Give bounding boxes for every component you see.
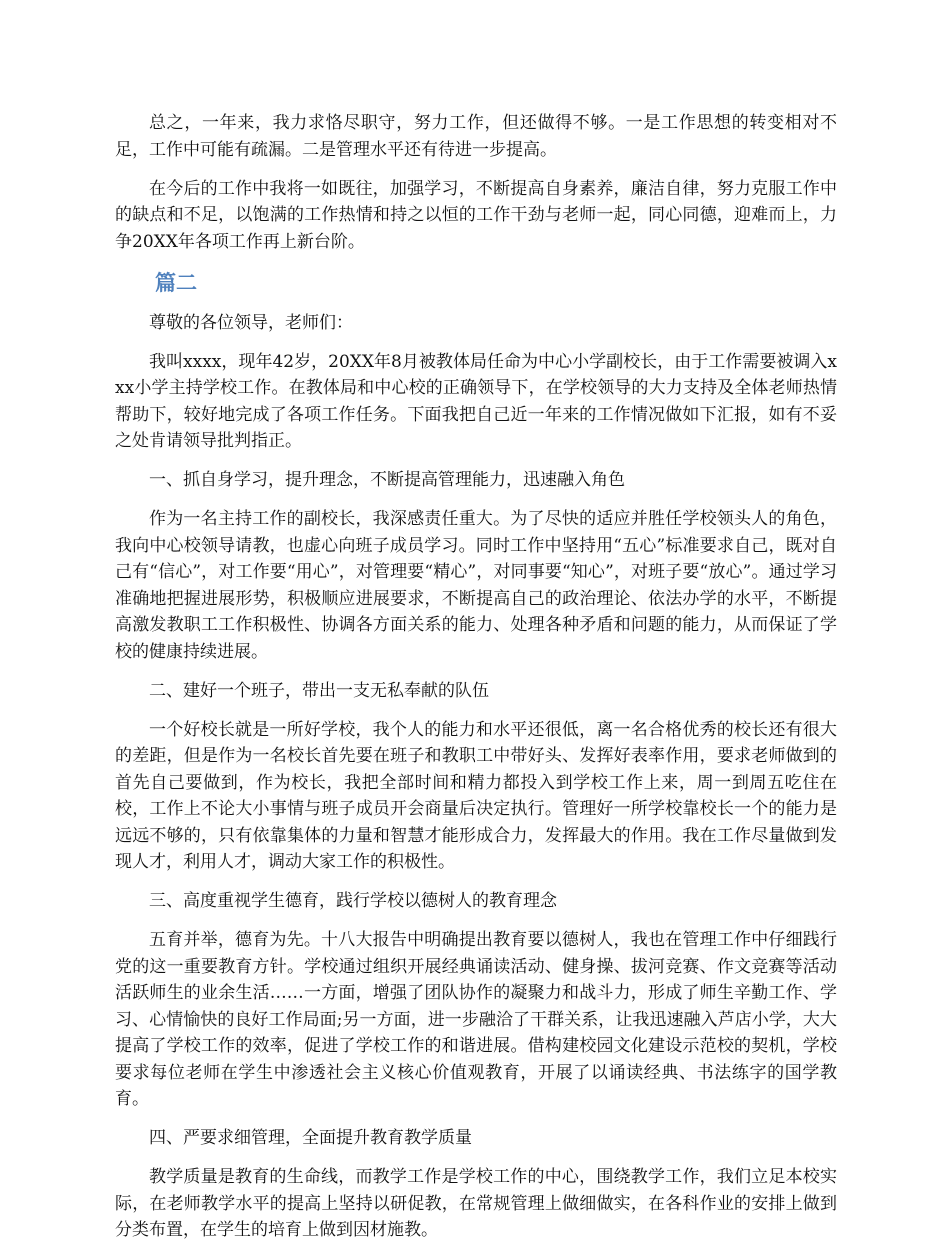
paragraph-moral-education: 五育并举，德育为先。十八大报告中明确提出教育要以德树人，我也在管理工作中仔细践行党的这一重要教育方针。学校通过组织开展经典诵读活动、健身操、拔河竞赛、作文竞赛等活动活跃师生的业余生活……一方面，增强了团队协作的凝聚力和战斗力，形成了师生辛勤工作、学习、心情愉快的良好工作局面;另一方面，进一步融洽了干群关系，让我迅速融入芦店小学，大大提高了学校工作的效率，促进了学校工作的和谐进展。借构建校园文化建设示范校的契机，学校要求每位老师在学生中渗透社会主义核心价值观教育，开展了以诵读经典、书法练字的国学教育。 (115, 930, 837, 1109)
subheading-two: 二、建好一个班子，带出一支无私奉献的队伍 (149, 680, 489, 701)
paragraph-introduction: 我叫xxxx，现年42岁，20XX年8月被教体局任命为中心小学副校长，由于工作需要被调入xxx小学主持学校工作。在教体局和中心校的正确领导下，在学校领导的大力支持及全体老师热情帮助下，较好地完成了各项工作任务。下面我把自己近一年来的工作情况做如下汇报，如有不妥之处肯请领导批判指正。 (115, 351, 837, 451)
paragraph-summary: 总之，一年来，我力求恪尽职守，努力工作，但还做得不够。一是工作思想的转变相对不足，工作中可能有疏漏。二是管理水平还有待进一步提高。 (115, 113, 837, 160)
subheading-one: 一、抓自身学习，提升理念，不断提高管理能力，迅速融入角色 (149, 470, 625, 490)
subheading-three: 三、高度重视学生德育，践行学校以德树人的教育理念 (149, 891, 557, 911)
paragraph-salutation: 尊敬的各位领导，老师们： (149, 312, 353, 333)
paragraph-teaching-quality: 教学质量是教育的生命线，而教学工作是学校工作的中心，围绕教学工作，我们立足本校实际，在老师教学水平的提高上坚持以研促教，在常规管理上做细做实，在各科作业的安排上做到分类布置，在学生的培育上做到因材施教。 (115, 1167, 837, 1240)
paragraph-team-building: 一个好校长就是一所好学校，我个人的能力和水平还很低，离一名合格优秀的校长还有很大的差距，但是作为一名校长首先要在班子和教职工中带好头、发挥好表率作用，要求老师做到的首先自己要做到，作为校长，我把全部时间和精力都投入到学校工作上来，周一到周五吃住在校，工作上不论大小事情与班子成员开会商量后决定执行。管理好一所学校靠校长一个的能力是远远不够的，只有依靠集体的力量和智慧才能形成合力，发挥最大的作用。我在工作尽量做到发现人才，利用人才，调动大家工作的积极性。 (115, 719, 837, 872)
paragraph-future-plan: 在今后的工作中我将一如既往，加强学习，不断提高自身素养，廉洁自律，努力克服工作中的缺点和不足，以饱满的工作热情和持之以恒的工作干劲与老师一起，同心同德，迎难而上，力争20XX年各项工作再上新台阶。 (115, 178, 837, 252)
subheading-four: 四、严要求细管理，全面提升教育教学质量 (149, 1128, 472, 1148)
document-body (115, 110, 837, 1256)
section-title: 篇二 (155, 270, 197, 295)
paragraph-self-study: 作为一名主持工作的副校长，我深感责任重大。为了尽快的适应并胜任学校领头人的角色，我向中心校领导请教，也虚心向班子成员学习。同时工作中坚持用“五心”标准要求自己，既对自己有“信心”，对工作要“用心”，对管理要“精心”，对同事要“知心”，对班子要“放心”。通过学习准确地把握进展形势，积极顺应进展要求，不断提高自己的政治理论、依法办学的水平，不断提高激发教职工工作积极性、协调各方面关系的能力、处理各种矛盾和问题的能力，从而保证了学校的健康持续进展。 (115, 509, 837, 662)
